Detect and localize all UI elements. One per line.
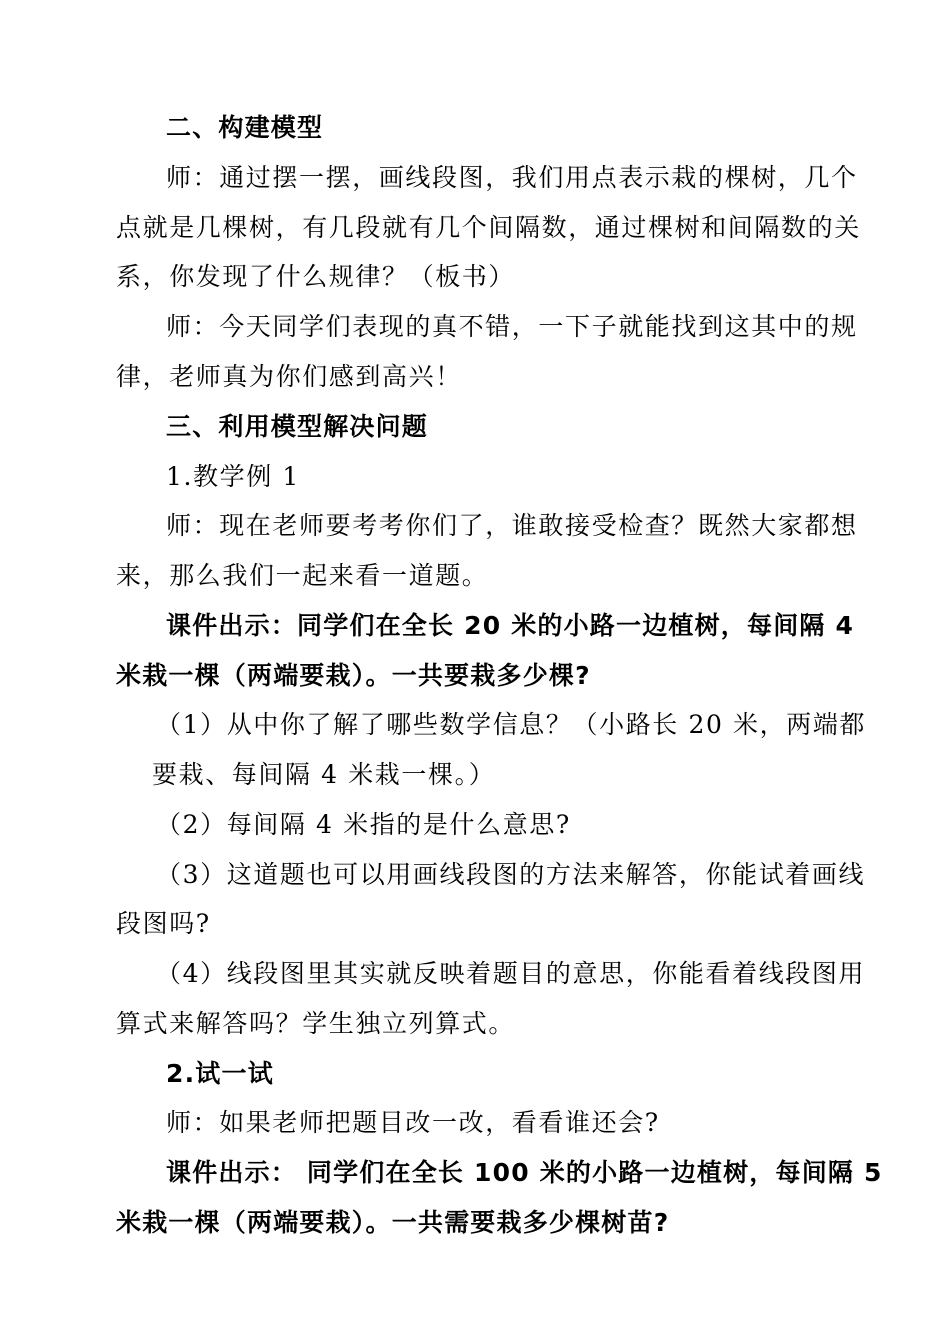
question-item-continuation: 要栽、每间隔 4 米栽一棵。） <box>152 760 496 789</box>
question-item: （1）从中你了解了哪些数学信息？（小路长 20 米，两端都 <box>156 710 867 739</box>
question-item: （3）这道题也可以用画线段图的方法来解答，你能试着画线 <box>156 860 866 889</box>
paragraph-line: 来，那么我们一起来看一道题。 <box>116 561 489 590</box>
question-item: （4）线段图里其实就反映着题目的意思，你能看着线段图用 <box>156 959 866 988</box>
courseware-problem-line: 课件出示：同学们在全长 20 米的小路一边植树，每间隔 4 <box>166 611 855 640</box>
paragraph-line: 系，你发现了什么规律？（板书） <box>116 262 516 291</box>
courseware-problem-line: 课件出示： 同学们在全长 100 米的小路一边植树，每间隔 5 <box>166 1158 883 1187</box>
section-heading-solve-problems: 三、利用模型解决问题 <box>166 412 429 441</box>
courseware-problem-line: 米栽一棵（两端要栽）。一共要栽多少棵? <box>116 661 591 690</box>
paragraph-line: 师：如果老师把题目改一改，看看谁还会? <box>166 1108 660 1137</box>
paragraph-line: 师：通过摆一摆，画线段图，我们用点表示栽的棵树，几个 <box>166 163 858 192</box>
paragraph-line: 律，老师真为你们感到高兴！ <box>116 362 462 391</box>
paragraph-line: 师：现在老师要考考你们了，谁敢接受检查？既然大家都想 <box>166 511 858 540</box>
subsection-heading-example-1: 1.教学例 1 <box>166 462 300 491</box>
subsection-heading-try-it: 2.试一试 <box>166 1059 274 1088</box>
courseware-problem-line: 米栽一棵（两端要栽）。一共需要栽多少棵树苗? <box>116 1208 670 1237</box>
question-item-continuation: 算式来解答吗？学生独立列算式。 <box>116 1009 516 1038</box>
question-item-continuation: 段图吗? <box>116 909 211 938</box>
paragraph-line: 点就是几棵树，有几段就有几个间隔数，通过棵树和间隔数的关 <box>116 213 861 242</box>
paragraph-line: 师：今天同学们表现的真不错，一下子就能找到这其中的规 <box>166 312 858 341</box>
section-heading-build-model: 二、构建模型 <box>166 113 324 142</box>
question-item: （2）每间隔 4 米指的是什么意思? <box>156 810 571 839</box>
